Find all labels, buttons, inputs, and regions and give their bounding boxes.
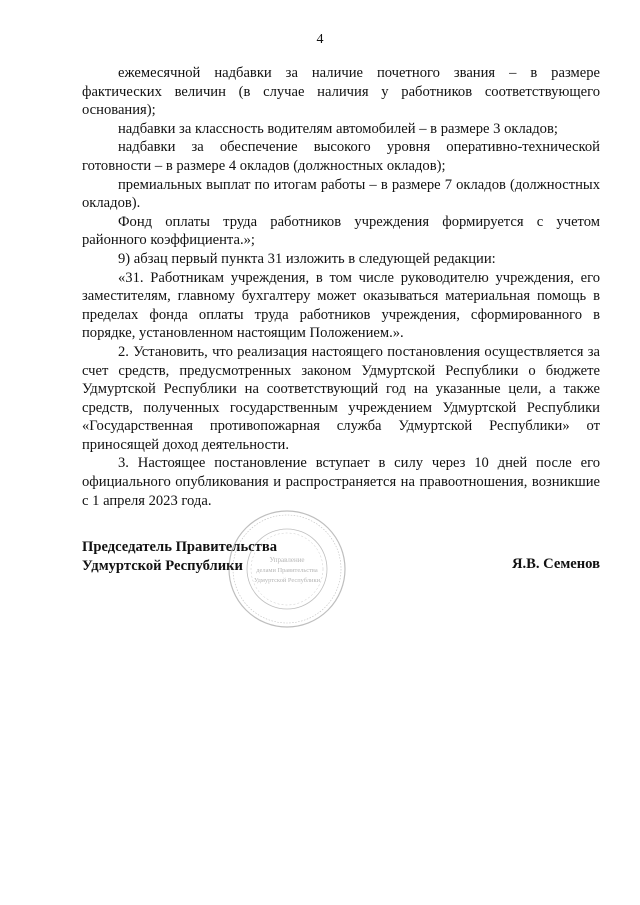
document-body (82, 64, 600, 510)
paragraph: 9) абзац первый пункта 31 изложить в следующей редакции: (118, 250, 496, 267)
paragraph: ежемесячной надбавки за наличие почетного звания – в размере фактических величин (в случае наличия у работников соответствующего основания); (82, 65, 600, 119)
paragraph: 3. Настоящее постановление вступает в силу через 10 дней после его официального опубликования и распространяется на правоотношения, возникшие с 1 апреля 2023 года. (82, 455, 600, 509)
paragraph: Фонд оплаты труда работников учреждения формируется с учетом районного коэффициента.»; (82, 213, 600, 249)
seal-text: Управление (269, 556, 305, 564)
page-number: 4 (316, 32, 324, 47)
seal-text: Удмуртской Республики (254, 577, 320, 584)
seal-text: делами Правительства (256, 567, 318, 574)
official-seal-stamp (226, 508, 348, 630)
paragraph: премиальных выплат по итогам работы – в размере 7 окладов (должностных окладов). (82, 176, 600, 212)
paragraph: «31. Работникам учреждения, в том числе руководителю учреждения, его заместителям, главному бухгалтеру может оказываться материальная помощь в пределах фонда оплаты труда работников учреждения, сформированного в порядке, установленном настоящим Положением.». (82, 269, 600, 342)
signatory-title-line: Председатель Правительства (82, 539, 278, 555)
paragraph: надбавки за классность водителям автомобилей – в размере 3 окладов; (118, 120, 558, 137)
signatory-name: Я.В. Семенов (511, 556, 600, 572)
paragraph: 2. Установить, что реализация настоящего постановления осуществляется за счет средств, предусмотренных законом Удмуртской Республики о бюджете Удмуртской Республики на соответствующий год на указанные цели, а также средств, полученных государственным учреждением Удмуртской Республики «Государственная противопожарная служба Удмуртской Республики» от приносящей доход деятельности. (82, 343, 600, 453)
signatory-title-line: Удмуртской Республики (82, 557, 243, 574)
paragraph: надбавки за обеспечение высокого уровня оперативно-технической готовности – в размере 4 окладов (должностных окладов); (82, 139, 600, 174)
